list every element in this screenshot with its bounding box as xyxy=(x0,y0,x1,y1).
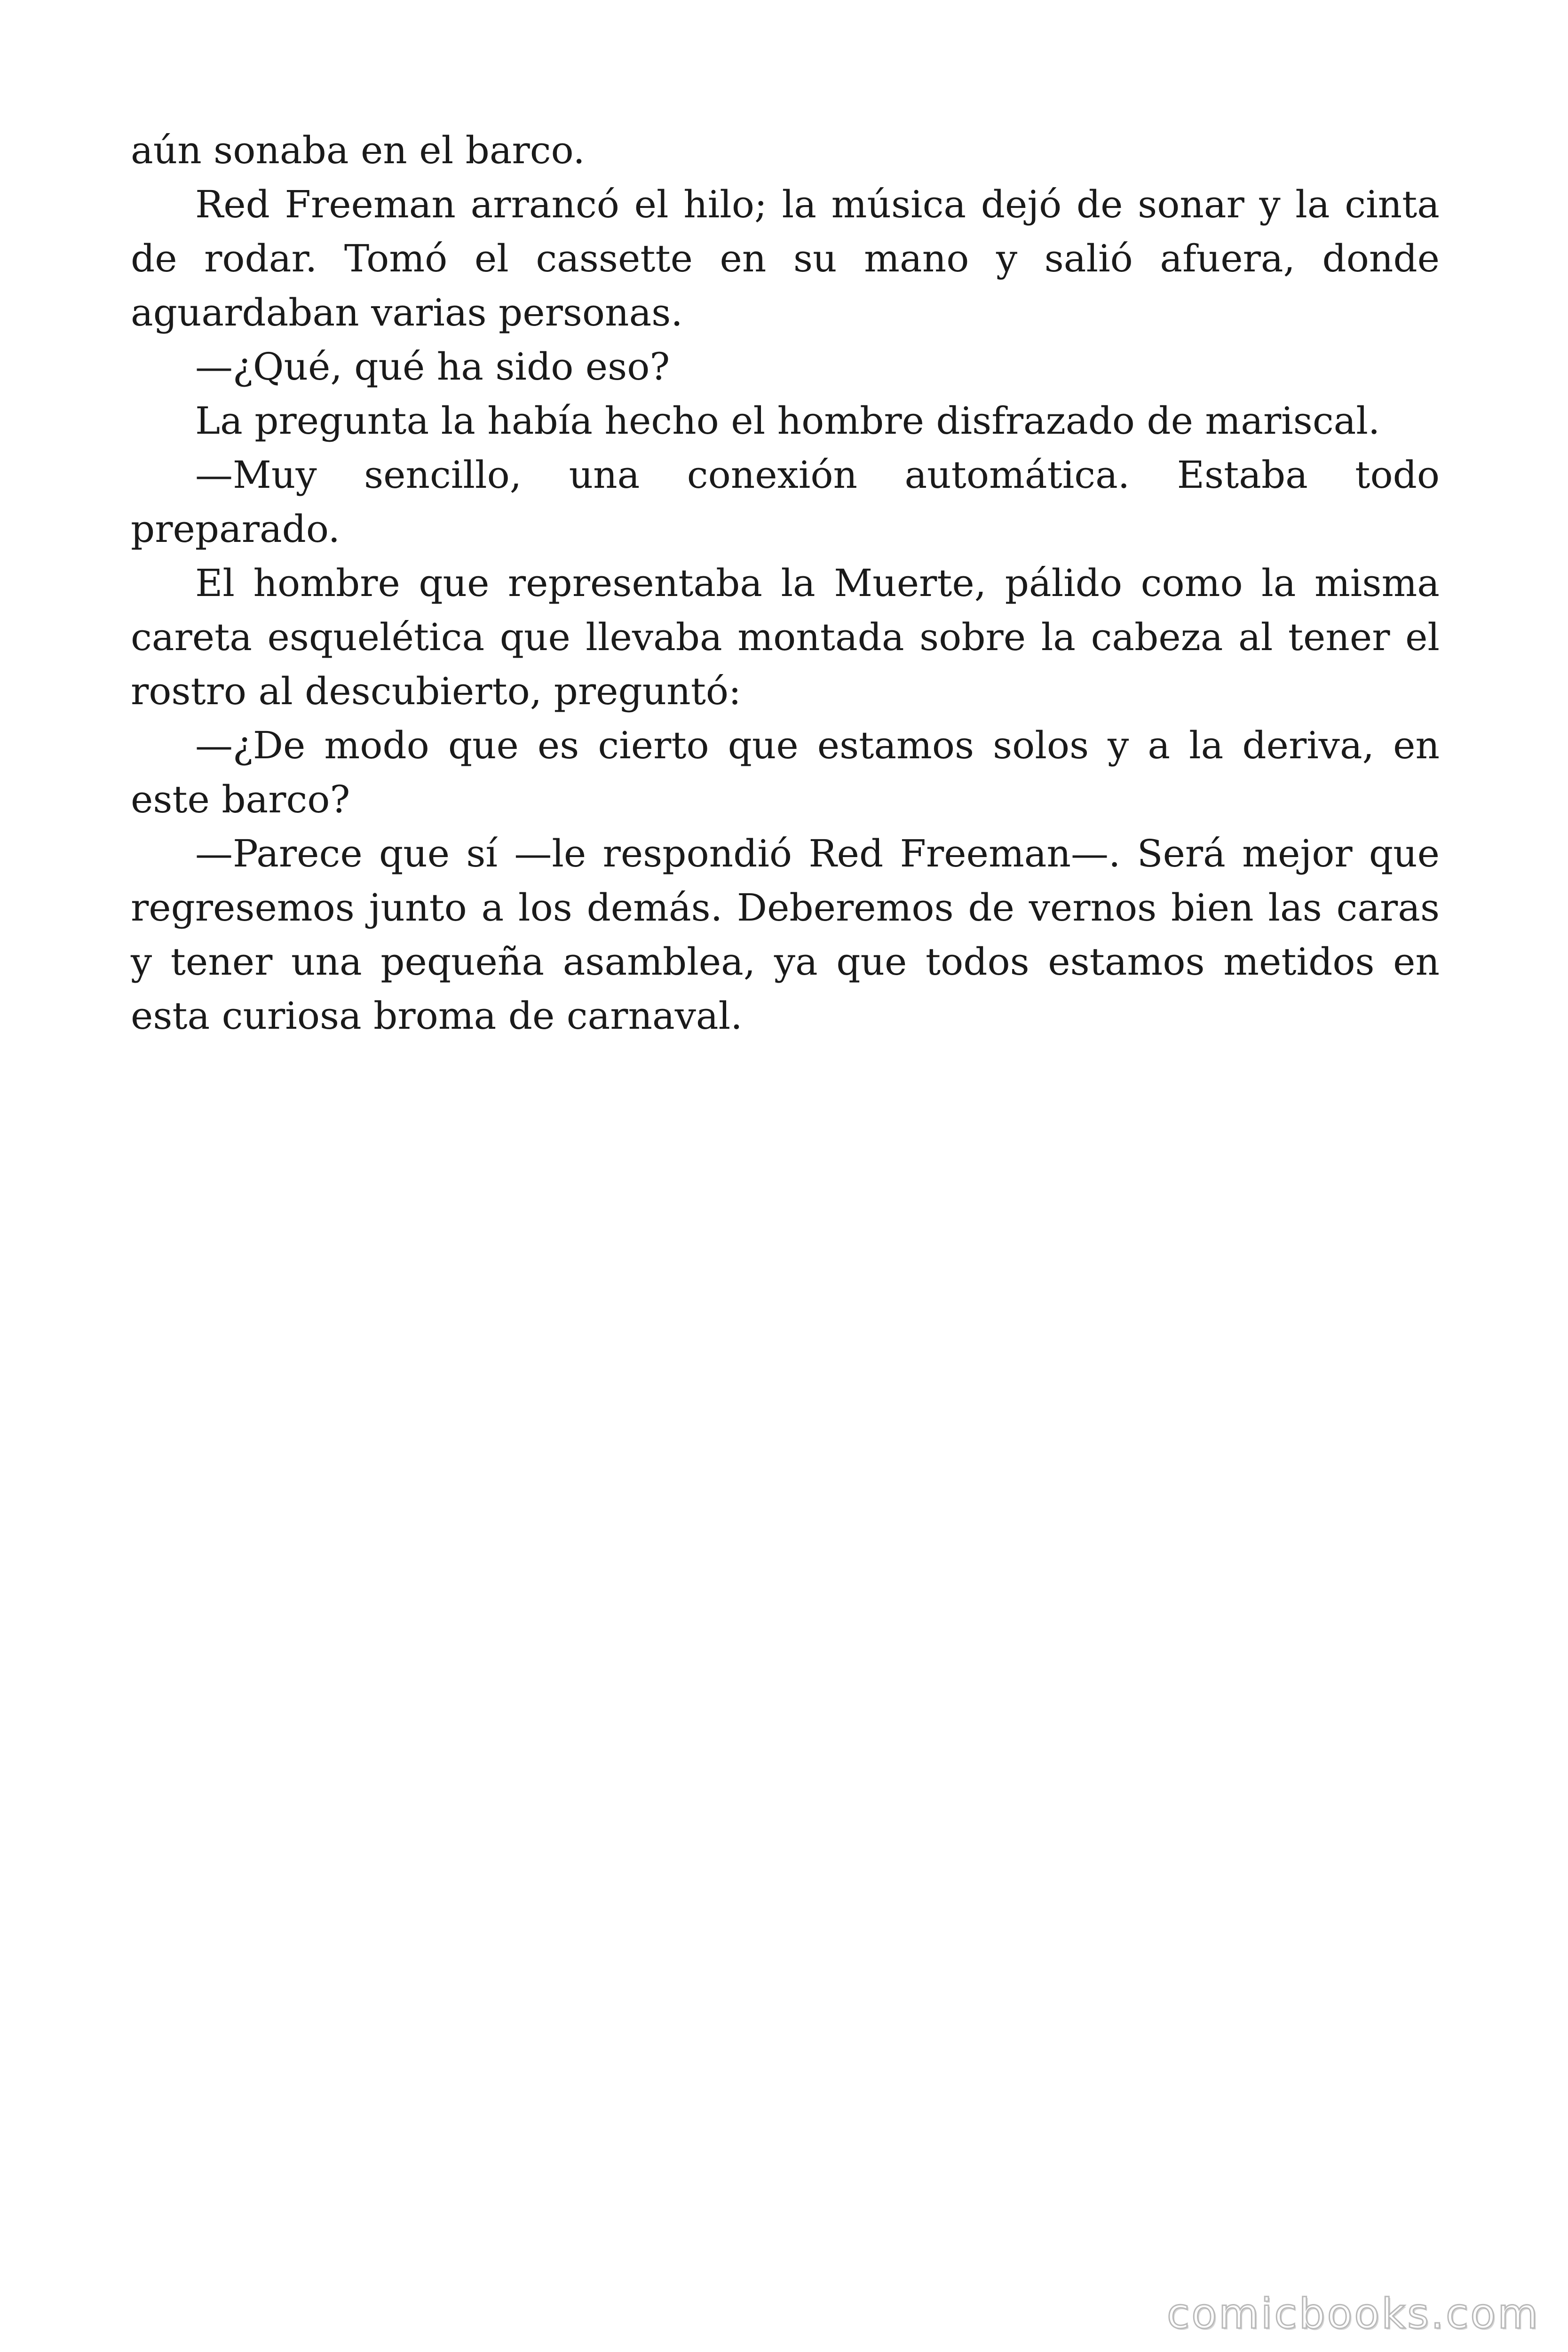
paragraph: La pregunta la había hecho el hombre disfrazado de mariscal. xyxy=(195,399,1380,443)
paragraph: El hombre que representaba la Muerte, pálido como la misma careta esquelética que llevaba montada sobre la cabeza al tener el rostro al descubierto, preguntó: xyxy=(131,561,1440,713)
paragraph: —Parece que sí —le respondió Red Freeman—. Será mejor que regresemos junto a los demás. Deberemos de vernos bien las caras y tener una pequeña asamblea, ya que todos estamos metidos en esta curiosa broma de carnaval. xyxy=(131,832,1440,1038)
paragraph: —¿De modo que es cierto que estamos solos y a la deriva, en este barco? xyxy=(131,723,1440,821)
watermark: comicbooks.com xyxy=(1166,2289,1540,2338)
paragraph: Red Freeman arrancó el hilo; la música dejó de sonar y la cinta de rodar. Tomó el cassette en su mano y salió afuera, donde aguardaban varias personas. xyxy=(131,183,1440,334)
paragraph: aún sonaba en el barco. xyxy=(131,128,585,172)
paragraph: —Muy sencillo, una conexión automática. Estaba todo preparado. xyxy=(131,453,1440,551)
paragraph: —¿Qué, qué ha sido eso? xyxy=(195,345,670,389)
body-text xyxy=(131,123,1440,1043)
